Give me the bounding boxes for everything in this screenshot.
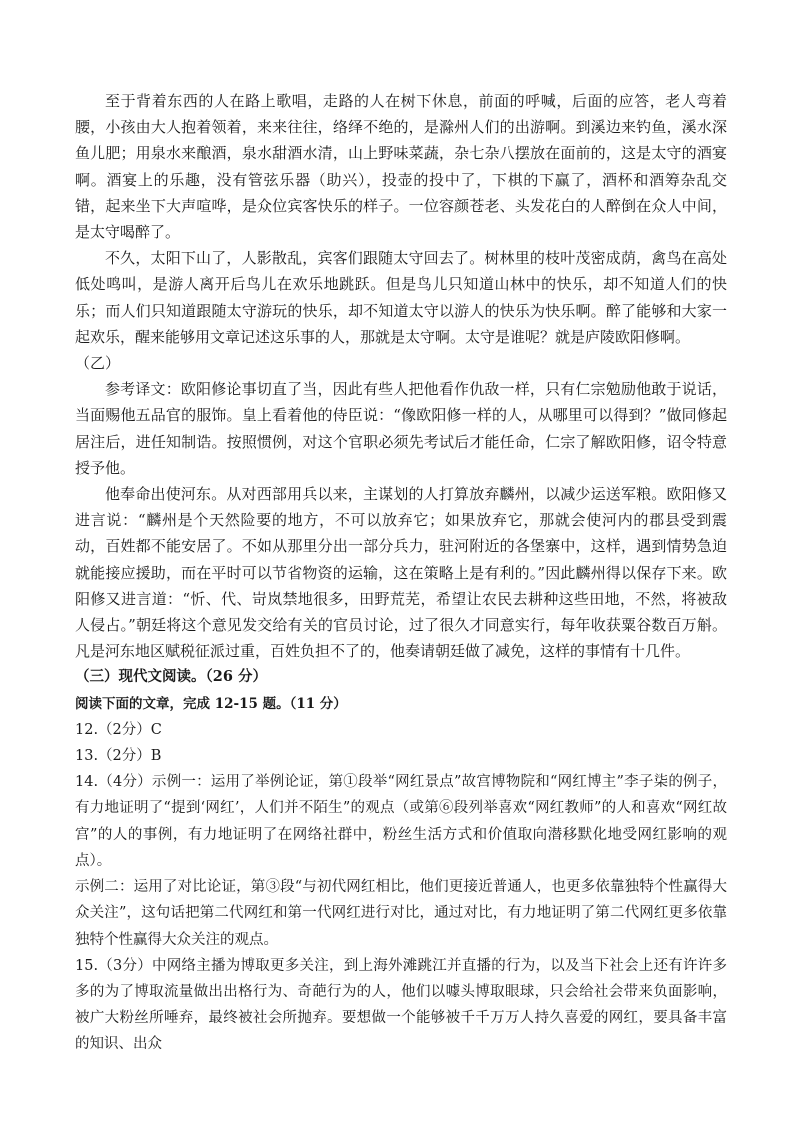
section-title: （三）现代文阅读。（26 分）	[75, 668, 267, 686]
answer-14-example-2: 示例二：运用了对比论证，第③段“与初代网红相比，他们更接近普通人，也更多依靠独特个性赢得大众关注”，这句话把第二代网红和第一代网红进行对比，通过对比，有力地证明了第二代网红更多依靠独特个性赢得大众关注的观点。	[75, 879, 727, 948]
translation-paragraph-1: 至于背着东西的人在路上歌唱，走路的人在树下休息，前面的呼喊，后面的应答，老人弯着腰，小孩由大人抱着领着，来来往往，络绎不绝的，是滁州人们的出游啊。到溪边来钓鱼，溪水深鱼儿肥；用泉水来酿酒，泉水甜酒水清，山上野味菜蔬，杂七杂八摆放在面前的，这是太守的酒宴啊。酒宴上的乐趣，没有管弦乐器（助兴），投壶的投中了，下棋的下赢了，酒杯和酒筹杂乱交错，起来坐下大声喧哗，是众位宾客快乐的样子。一位容颜苍老、头发花白的人醉倒在众人中间，是太守喝醉了。	[75, 92, 727, 242]
translation-paragraph-4: 他奉命出使河东。从对西部用兵以来，主谋划的人打算放弃麟州，以减少运送军粮。欧阳修又进言说：“麟州是个天然险要的地方，不可以放弃它；如果放弃它，那就会使河内的郡县受到震动，百姓都不能安居了。不如从那里分出一部分兵力，驻河附近的各堡寨中，这样，遇到情势急迫就能接应援助，而在平时可以节省物资的运输，这在策略上是有利的。”因此麟州得以保存下来。欧阳修又进言道：“忻、代、岢岚禁地很多，田野荒芜，希望让农民去耕种这些田地，不然，将被敌人侵占。”朝廷将这个意见发交给有关的官员讨论，过了很久才同意实行，每年收获粟谷数百万斛。凡是河东地区赋税征派过重，百姓负担不了的，他奏请朝廷做了减免，这样的事情有十几件。	[75, 485, 727, 661]
answer-15: 15.（3分）中网络主播为博取更多关注，到上海外滩跳江并直播的行为，以及当下社会上还有许许多多的为了博取流量做出出格行为、奇葩行为的人，他们以噱头博取眼球，只会给社会带来负面影响，被广大粉丝所唾弃，最终被社会所抛弃。要想做一个能够被千千万万人持久喜爱的网红，要具备丰富的知识、出众	[75, 957, 727, 1053]
translation-paragraph-3: 参考译文：欧阳修论事切直了当，因此有些人把他看作仇敌一样，只有仁宗勉励他敢于说话，当面赐他五品官的服饰。皇上看着他的侍臣说：“像欧阳修一样的人，从哪里可以得到？”做同修起居注后，进任知制诰。按照惯例，对这个官职必须先考试后才能任命，仁宗了解欧阳修，诏令特意授予他。	[75, 380, 727, 477]
section-label-yi: （乙）	[75, 354, 121, 373]
translation-paragraph-2: 不久，太阳下山了，人影散乱，宾客们跟随太守回去了。树林里的枝叶茂密成荫，禽鸟在高处低处鸣叫，是游人离开后鸟儿在欢乐地跳跃。但是鸟儿只知道山林中的快乐，却不知道人们的快乐；而人们只知道跟随太守游玩的快乐，却不知道太守以游人的快乐为快乐啊。醉了能够和大家一起欢乐，醒来能够用文章记述这乐事的人，那就是太守啊。太守是谁呢？就是庐陵欧阳修啊。	[75, 249, 727, 346]
answer-13: 13.（2分）B	[75, 748, 162, 765]
document-page	[75, 88, 727, 1058]
section-subtitle: 阅读下面的文章，完成 12-15 题。（11 分）	[75, 695, 347, 712]
answer-12: 12.（2分）C	[75, 721, 162, 738]
answer-14-example-1: 14.（4分）示例一：运用了举例论证，第①段举“网红景点”故宫博物院和“网红博主”李子柒的例子，有力地证明了“提到‘网红’，人们并不陌生”的观点（或第⑥段列举喜欢“网红教师”的人和喜欢“网红故宫”的人的事例，有力地证明了在网络社群中，粉丝生活方式和价值取向潜移默化地受网红影响的观点）。	[75, 774, 727, 869]
